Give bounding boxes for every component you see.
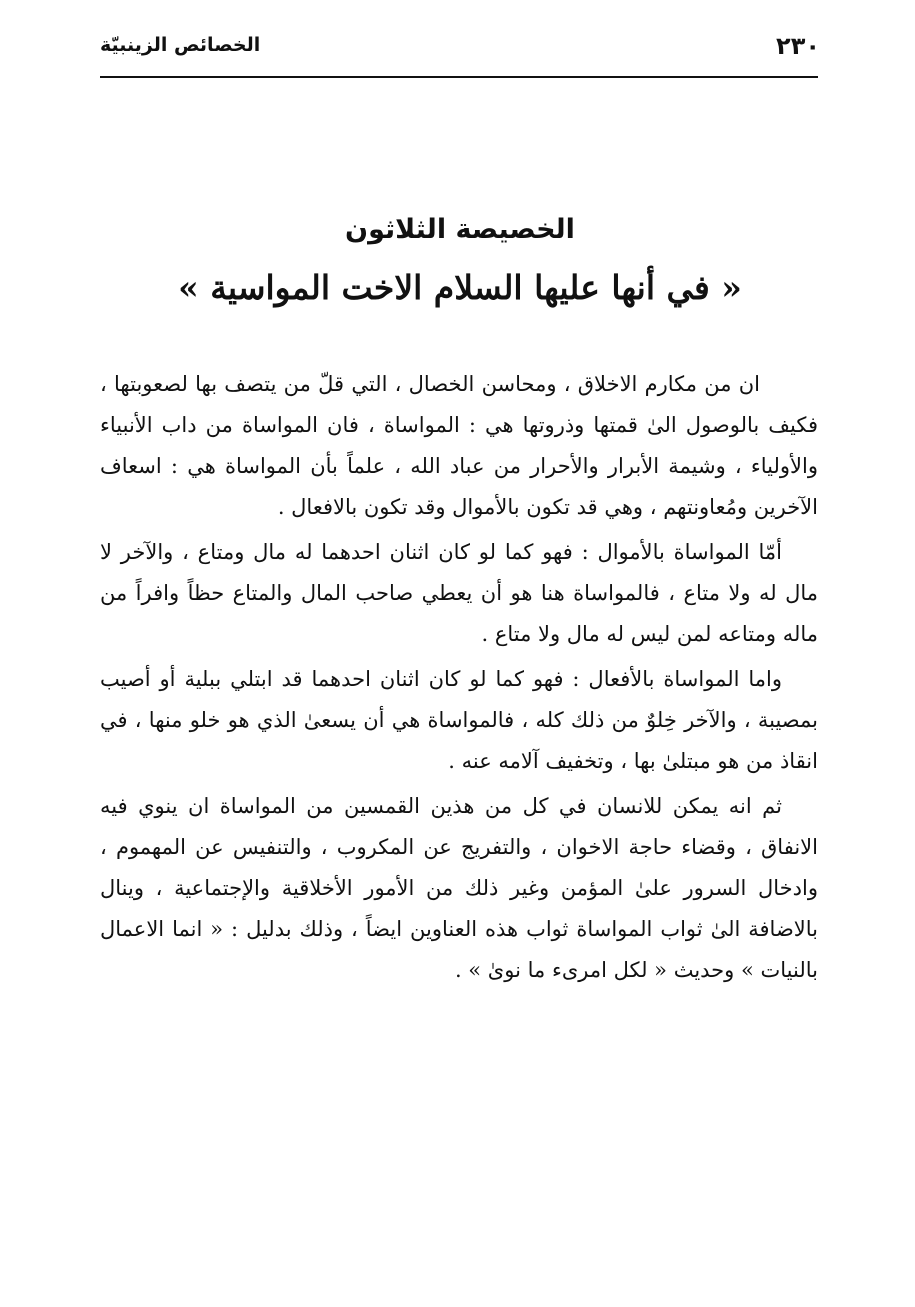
page-header — [100, 28, 820, 72]
paragraph-3: واما المواساة بالأفعال : فهو كما لو كان اثنان احدهما قد ابتلي ببلية أو أصيب بمصيبة ، والآخر خِلوٌ من ذلك كله ، فالمواساة هي أن يسعىٰ الذي هو خلو منها ، في انقاذ من هو مبتلىٰ بها ، وتخفيف آلامه عنه . — [100, 667, 818, 773]
paragraph-4: ثم انه يمكن للانسان في كل من هذين القمسين من المواساة ان ينوي فيه الانفاق ، وقضاء حاجة الاخوان ، والتفريج عن المكروب ، والتنفيس عن المهموم ، وادخال السرور علىٰ المؤمن وغير ذلك من الأمور الأخلاقية والإجتماعية ، وينال بالاضافة الىٰ ثواب المواساة ثواب هذه العناوين ايضاً ، وذلك بدليل : « انما الاعمال بالنيات » وحديث « لكل امرىء ما نوىٰ » . — [100, 794, 818, 982]
running-title: الخصائص الزينبيّة — [100, 34, 261, 56]
paragraph-2: أمّا المواساة بالأموال : فهو كما لو كان اثنان احدهما له مال ومتاع ، والآخر لا مال له ولا متاع ، فالمواساة هنا هو أن يعطي صاحب المال والمتاع حظاً وافراً من ماله ومتاعه لمن ليس له مال ولا متاع . — [100, 540, 818, 646]
chapter-heading: الخصيصة الثلاثون — [345, 214, 575, 245]
chapter-subtitle: « في أنها عليها السلام الاخت المواسية » — [178, 268, 742, 307]
paragraph-1: ان من مكارم الاخلاق ، ومحاسن الخصال ، التي قلّ من يتصف بها لصعوبتها ، فكيف بالوصول الىٰ قمتها وذروتها هي : المواساة ، فان المواساة من داب الأنبياء والأولياء ، وشيمة الأبرار والأحرار من عباد الله ، علماً بأن المواساة هي : اسعاف الآخرين ومُعاونتهم ، وهي قد تكون بالأموال وقد تكون بالافعال . — [100, 372, 818, 519]
body-text — [100, 364, 818, 995]
header-rule — [100, 76, 818, 78]
page-number: ٢٣٠ — [776, 32, 820, 60]
